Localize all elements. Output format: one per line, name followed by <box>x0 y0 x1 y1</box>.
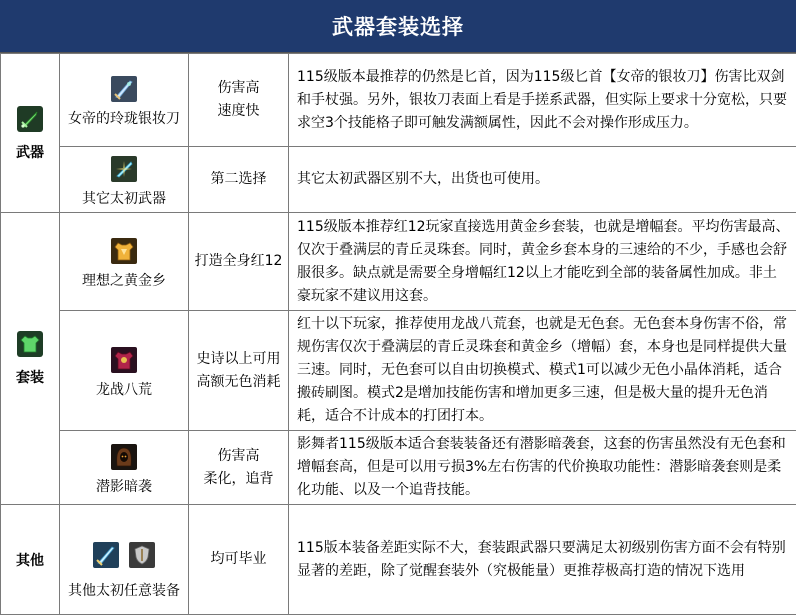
feature-cell <box>189 431 289 505</box>
feature-cell <box>189 505 289 615</box>
table-row <box>1 505 796 615</box>
category-other-label: 其他 <box>16 553 44 569</box>
feature-line: 史诗以上可用 <box>193 348 284 371</box>
feature-cell <box>189 54 289 147</box>
category-set <box>1 213 60 505</box>
table-row <box>1 213 796 311</box>
feature-cell <box>189 147 289 213</box>
category-other <box>1 505 60 615</box>
feature-line: 打造全身红12 <box>193 250 284 273</box>
description-cell: 115级版本最推荐的仍然是匕首，因为115级匕首【女帝的银妆刀】伤害比双剑和手杖强。另外，银妆刀表面上看是手搓系武器，但实际上要求十分宽松，只要求空3个技能格子即可触发满额属性，因此不会对操作形成压力。 <box>289 54 796 147</box>
feature-line: 伤害高 <box>193 77 284 100</box>
feature-line: 速度快 <box>193 100 284 123</box>
item-name: 其它太初武器 <box>62 190 186 208</box>
category-weapon-label: 武器 <box>16 145 44 161</box>
blade-icon <box>111 156 137 182</box>
feature-line: 伤害高 <box>193 445 284 468</box>
dragon-armor-icon <box>111 347 137 373</box>
table-row <box>1 431 796 505</box>
feature-cell <box>189 213 289 311</box>
item-name: 女帝的玲珑银妆刀 <box>62 110 186 128</box>
armor-icon <box>17 331 43 357</box>
category-weapon <box>1 54 60 213</box>
item-cell <box>60 311 189 431</box>
description-cell: 115级版本推荐红12玩家直接选用黄金乡套装，也就是增幅套。平均伤害最高、仅次于叠满层的青丘灵珠套。同时，黄金乡套本身的三速给的不少，手感也会舒服很多。缺点就是需要全身增幅红12以上才能吃到全部的装备属性加成。非土豪玩家不建议用这套。 <box>289 213 796 311</box>
dagger-icon <box>111 76 137 102</box>
feature-line: 柔化，追背 <box>193 468 284 491</box>
sword-icon <box>17 106 43 132</box>
item-name: 理想之黄金乡 <box>62 272 186 290</box>
weapon-icon <box>93 542 119 568</box>
table-row <box>1 147 796 213</box>
item-name: 其他太初任意装备 <box>62 582 186 600</box>
feature-line: 高额无色消耗 <box>193 371 284 394</box>
hood-icon <box>111 444 137 470</box>
gold-armor-icon <box>111 238 137 264</box>
table-row <box>1 54 796 147</box>
category-set-label: 套装 <box>16 370 44 386</box>
feature-cell <box>189 311 289 431</box>
feature-line: 均可毕业 <box>193 548 284 571</box>
item-name: 潜影暗袭 <box>62 478 186 496</box>
description-cell: 影舞者115级版本适合套装装备还有潜影暗袭套，这套的伤害虽然没有无色套和增幅套高，但是可以用亏损3%左右伤害的代价换取功能性：潜影暗袭套则是柔化功能、以及一个追背技能。 <box>289 431 796 505</box>
shield-icon <box>129 542 155 568</box>
item-cell <box>60 431 189 505</box>
description-cell: 115版本装备差距实际不大，套装跟武器只要满足太初级别伤害方面不会有特别显著的差距，除了觉醒套装外（究极能量）更推荐极高打造的情况下选用 <box>289 505 796 615</box>
feature-line: 第二选择 <box>193 168 284 191</box>
description-cell: 其它太初武器区别不大，出货也可使用。 <box>289 147 796 213</box>
item-name: 龙战八荒 <box>62 381 186 399</box>
page-title <box>0 0 796 53</box>
description-cell: 红十以下玩家，推荐使用龙战八荒套，也就是无色套。无色套本身伤害不俗，常规伤害仅次于叠满层的青丘灵珠套和黄金乡（增幅）套，本身也是同样提供大量三速。同时，无色套可以自由切换模式、模式1可以减少无色小晶体消耗，适合搬砖刷图。模式2是增加技能伤害和增加更多三速，但是极大量的提升无色消耗，适合不计成本的打团打本。 <box>289 311 796 431</box>
table-row <box>1 311 796 431</box>
item-cell <box>60 147 189 213</box>
item-cell <box>60 505 189 615</box>
equipment-table <box>0 53 796 615</box>
item-cell <box>60 213 189 311</box>
page-title-text: 武器套装选择 <box>332 11 464 41</box>
item-cell <box>60 54 189 147</box>
